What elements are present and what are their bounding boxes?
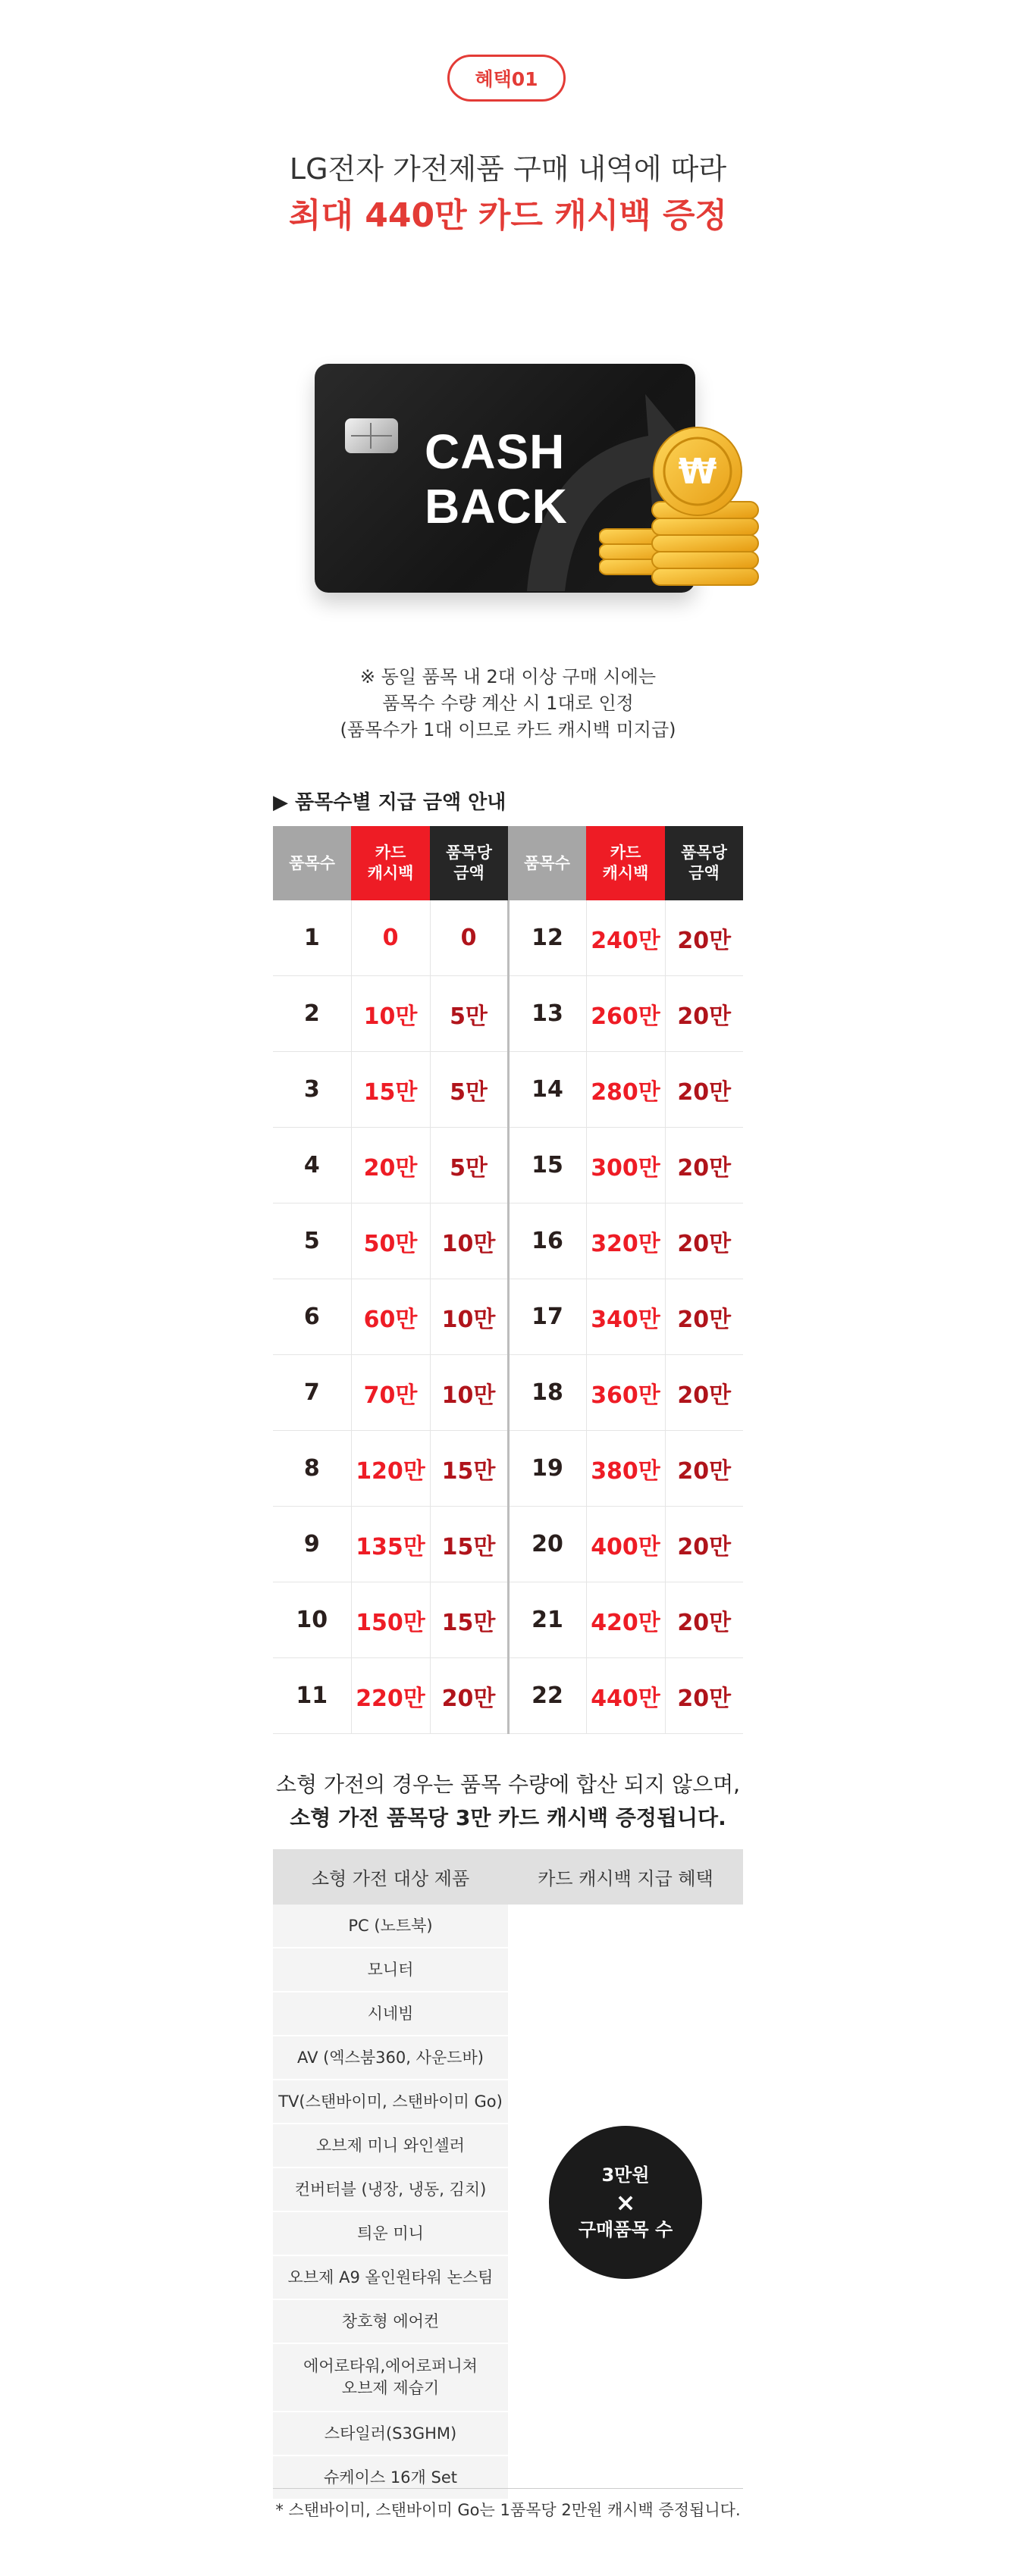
small-appliance-item: 틔운 미니: [273, 2211, 508, 2255]
header-cashback-benefit: 카드 캐시백 지급 혜택: [508, 1849, 743, 1905]
small-appliance-item: 오브제 미니 와인셀러: [273, 2124, 508, 2168]
table-row: [273, 976, 743, 1052]
cashback-cell: 340만: [586, 1279, 665, 1355]
list-item: [273, 1905, 743, 1948]
per-item-cell: 15만: [430, 1507, 508, 1582]
price-table-title: ▶ 품목수별 지급 금액 안내: [273, 791, 506, 814]
cashback-cell: 0: [351, 900, 430, 976]
per-item-cell: 20만: [665, 1582, 743, 1658]
item-count-cell: 5: [273, 1203, 351, 1279]
cashback-cell: 10만: [351, 976, 430, 1052]
table-row: [273, 1279, 743, 1355]
per-item-cell: 20만: [665, 1431, 743, 1507]
card-text: [425, 424, 568, 534]
per-item-cell: 20만: [665, 976, 743, 1052]
small-appliance-item: 에어로타워,에어로퍼니쳐 오브제 제습기: [273, 2343, 508, 2412]
per-item-cell: 20만: [665, 1658, 743, 1734]
item-count-cell: 1: [273, 900, 351, 976]
item-count-cell: 15: [508, 1128, 586, 1203]
small-intro-line1: 소형 가전의 경우는 품목 수량에 합산 되지 않으며,: [275, 1772, 741, 1797]
item-count-cell: 22: [508, 1658, 586, 1734]
cashback-cell: 240만: [586, 900, 665, 976]
small-table-header: [273, 1849, 743, 1905]
item-count-cell: 3: [273, 1052, 351, 1128]
item-count-cell: 2: [273, 976, 351, 1052]
small-appliance-item: 스타일러(S3GHM): [273, 2412, 508, 2455]
card-text-line2: BACK: [425, 479, 568, 534]
per-item-cell: 15만: [430, 1582, 508, 1658]
small-appliance-item: 컨버터블 (냉장, 냉동, 김치): [273, 2168, 508, 2211]
card-chip-icon: [345, 418, 398, 453]
table-row: [273, 1582, 743, 1658]
small-appliance-item: 창호형 에어컨: [273, 2299, 508, 2343]
benefit-line1: 3만원: [601, 2164, 650, 2186]
per-item-cell: 20만: [665, 900, 743, 976]
small-appliance-item: 슈케이스 16개 Set: [273, 2455, 508, 2499]
item-count-cell: 9: [273, 1507, 351, 1582]
note-line: 품목수 수량 계산 시 1대로 인정: [382, 693, 634, 714]
cashback-cell: 400만: [586, 1507, 665, 1582]
cashback-cell: 50만: [351, 1203, 430, 1279]
cashback-cell: 420만: [586, 1582, 665, 1658]
item-count-cell: 8: [273, 1431, 351, 1507]
cashback-cell: 300만: [586, 1128, 665, 1203]
item-count-cell: 7: [273, 1355, 351, 1431]
cashback-cell: 150만: [351, 1582, 430, 1658]
cashback-cell: 70만: [351, 1355, 430, 1431]
notes: [0, 664, 1016, 743]
per-item-cell: 10만: [430, 1279, 508, 1355]
per-item-cell: 0: [430, 900, 508, 976]
per-item-cell: 20만: [665, 1507, 743, 1582]
item-count-cell: 10: [273, 1582, 351, 1658]
small-appliance-table: [273, 1849, 743, 2500]
per-item-cell: 5만: [430, 976, 508, 1052]
cashback-cell: 20만: [351, 1128, 430, 1203]
per-item-cell: 10만: [430, 1203, 508, 1279]
cashback-cell: 15만: [351, 1052, 430, 1128]
benefit-circle: [549, 2126, 702, 2279]
header-small-items: 소형 가전 대상 제품: [273, 1849, 508, 1905]
header-per-item: 품목당 금액: [430, 826, 508, 900]
small-appliance-item: 시네빔: [273, 1992, 508, 2036]
table-row: [273, 1658, 743, 1734]
item-count-cell: 4: [273, 1128, 351, 1203]
per-item-cell: 5만: [430, 1128, 508, 1203]
table-row: [273, 1203, 743, 1279]
header-per-item: 품목당 금액: [665, 826, 743, 900]
coin-stack-icon: [599, 424, 766, 614]
per-item-cell: 20만: [665, 1203, 743, 1279]
small-appliance-item: 모니터: [273, 1948, 508, 1992]
item-count-cell: 18: [508, 1355, 586, 1431]
table-row: [273, 1431, 743, 1507]
table-row: [273, 900, 743, 976]
cashback-cell: 380만: [586, 1431, 665, 1507]
benefit-badge: 혜택01: [447, 55, 566, 102]
item-count-cell: 17: [508, 1279, 586, 1355]
headline-line2: 최대 440만 카드 캐시백 증정: [288, 196, 728, 235]
cashback-cell: 120만: [351, 1431, 430, 1507]
small-appliance-item: TV(스탠바이미, 스탠바이미 Go): [273, 2080, 508, 2124]
table-row: [273, 1052, 743, 1128]
per-item-cell: 20만: [430, 1658, 508, 1734]
multiply-icon: ×: [615, 2187, 636, 2217]
footnote: * 스탠바이미, 스탠바이미 Go는 1품목당 2만원 캐시백 증정됩니다.: [273, 2488, 743, 2521]
cashback-cell: 220만: [351, 1658, 430, 1734]
small-appliance-item: AV (엑스붐360, 사운드바): [273, 2036, 508, 2080]
per-item-cell: 10만: [430, 1355, 508, 1431]
item-count-cell: 13: [508, 976, 586, 1052]
small-intro-line2: 소형 가전 품목당 3만 카드 캐시백 증정됩니다.: [290, 1805, 726, 1830]
cashback-cell: 360만: [586, 1355, 665, 1431]
note-line: (품목수가 1대 이므로 카드 캐시백 미지급): [340, 719, 676, 740]
header-cashback: 카드 캐시백: [586, 826, 665, 900]
header-count: 품목수: [508, 826, 586, 900]
table-row: [273, 1128, 743, 1203]
small-appliance-intro: [0, 1768, 1016, 1835]
cashback-cell: 280만: [586, 1052, 665, 1128]
item-count-cell: 20: [508, 1507, 586, 1582]
item-count-cell: 12: [508, 900, 586, 976]
item-count-cell: 19: [508, 1431, 586, 1507]
per-item-cell: 20만: [665, 1052, 743, 1128]
small-appliance-item: PC (노트북): [273, 1905, 508, 1948]
benefit-cell: [508, 1905, 743, 2499]
header-cashback: 카드 캐시백: [351, 826, 430, 900]
cashback-cell: 440만: [586, 1658, 665, 1734]
cashback-cell: 320만: [586, 1203, 665, 1279]
won-symbol: ₩: [678, 451, 717, 492]
card-text-line1: CASH: [425, 424, 566, 479]
per-item-cell: 20만: [665, 1128, 743, 1203]
item-count-cell: 6: [273, 1279, 351, 1355]
price-table: [273, 826, 743, 1734]
per-item-cell: 20만: [665, 1279, 743, 1355]
per-item-cell: 15만: [430, 1431, 508, 1507]
item-count-cell: 21: [508, 1582, 586, 1658]
small-appliance-item: 오브제 A9 올인원타워 논스팀: [273, 2255, 508, 2299]
header-count: 품목수: [273, 826, 351, 900]
per-item-cell: 20만: [665, 1355, 743, 1431]
item-count-cell: 11: [273, 1658, 351, 1734]
cashback-cell: 60만: [351, 1279, 430, 1355]
headline-line1: LG전자 가전제품 구매 내역에 따라: [289, 152, 727, 186]
price-table-header: [273, 826, 743, 900]
item-count-cell: 16: [508, 1203, 586, 1279]
per-item-cell: 5만: [430, 1052, 508, 1128]
item-count-cell: 14: [508, 1052, 586, 1128]
cashback-cell: 135만: [351, 1507, 430, 1582]
table-row: [273, 1355, 743, 1431]
table-row: [273, 1507, 743, 1582]
cashback-cell: 260만: [586, 976, 665, 1052]
note-line: ※ 동일 품목 내 2대 이상 구매 시에는: [359, 666, 657, 687]
benefit-line3: 구매품목 수: [578, 2218, 673, 2240]
